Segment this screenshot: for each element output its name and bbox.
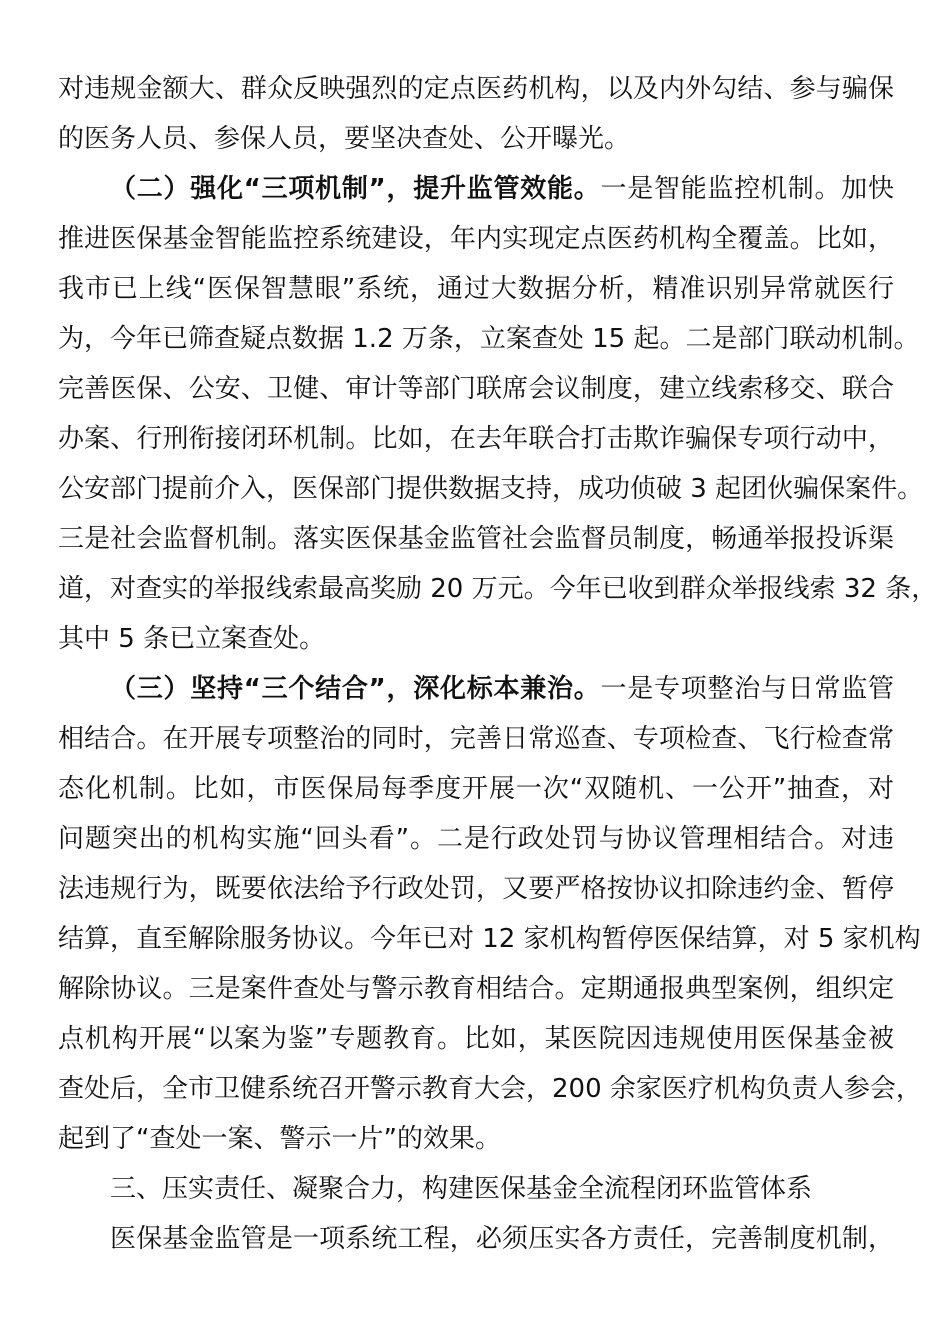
paragraph-line: 道，对查实的举报线索最高奖励 20 万元。今年已收到群众举报线索 32 条，	[58, 574, 938, 604]
chapter-heading: 三、压实责任、凝聚合力，构建医保基金全流程闭环监管体系	[110, 1174, 813, 1204]
paragraph-line: 相结合。在开展专项整治的同时，完善日常巡查、专项检查、飞行检查常	[58, 724, 894, 754]
paragraph-line: 查处后，全市卫健系统召开警示教育大会，200 余家医疗机构负责人参会，	[58, 1074, 922, 1104]
paragraph-line: 对违规金额大、群众反映强烈的定点医药机构，以及内外勾结、参与骗保	[58, 74, 894, 104]
paragraph-line: 问题突出的机构实施“回头看”。二是行政处罚与协议管理相结合。对违	[58, 824, 894, 854]
paragraph-line: 完善医保、公安、卫健、审计等部门联席会议制度，建立线索移交、联合	[58, 374, 894, 404]
paragraph-line: 其中 5 条已立案查处。	[58, 624, 326, 654]
section-heading-line	[58, 164, 894, 214]
paragraph-line: 态化机制。比如，市医保局每季度开展一次“双随机、一公开”抽查，对	[58, 774, 894, 804]
paragraph-text: 一是专项整治与日常监管	[600, 674, 894, 704]
paragraph-line: 公安部门提前介入，医保部门提供数据支持，成功侦破 3 起团伙骗保案件。	[58, 474, 924, 504]
paragraph-line: 的医务人员、参保人员，要坚决查处、公开曝光。	[58, 124, 631, 154]
paragraph-line: 起到了“查处一案、警示一片”的效果。	[58, 1124, 501, 1154]
paragraph-line: 法违规行为，既要依法给予行政处罚，又要严格按协议扣除违约金、暂停	[58, 874, 894, 904]
paragraph-line: 解除协议。三是案件查处与警示教育相结合。定期通报典型案例，组织定	[58, 974, 894, 1004]
paragraph-line: 医保基金监管是一项系统工程，必须压实各方责任，完善制度机制，	[110, 1224, 894, 1254]
paragraph-line: 我市已上线“医保智慧眼”系统，通过大数据分析，精准识别异常就医行	[58, 274, 894, 304]
paragraph-line: 点机构开展“以案为鉴”专题教育。比如，某医院因违规使用医保基金被	[58, 1024, 894, 1054]
section-heading-line	[58, 664, 894, 714]
paragraph-line: 办案、行刑衔接闭环机制。比如，在去年联合打击欺诈骗保专项行动中，	[58, 424, 894, 454]
paragraph-text: 一是智能监控机制。加快	[600, 174, 894, 204]
section-heading: （三）坚持“三个结合”，深化标本兼治。	[110, 674, 601, 704]
section-heading: （二）强化“三项机制”，提升监管效能。	[110, 174, 601, 204]
paragraph-line: 结算，直至解除服务协议。今年已对 12 家机构暂停医保结算，对 5 家机构	[58, 924, 921, 954]
paragraph-line: 推进医保基金智能监控系统建设，年内实现定点医药机构全覆盖。比如，	[58, 224, 894, 254]
paragraph-line: 三是社会监督机制。落实医保基金监管社会监督员制度，畅通举报投诉渠	[58, 524, 894, 554]
paragraph-line: 为，今年已筛查疑点数据 1.2 万条，立案查处 15 起。二是部门联动机制。	[58, 324, 920, 354]
